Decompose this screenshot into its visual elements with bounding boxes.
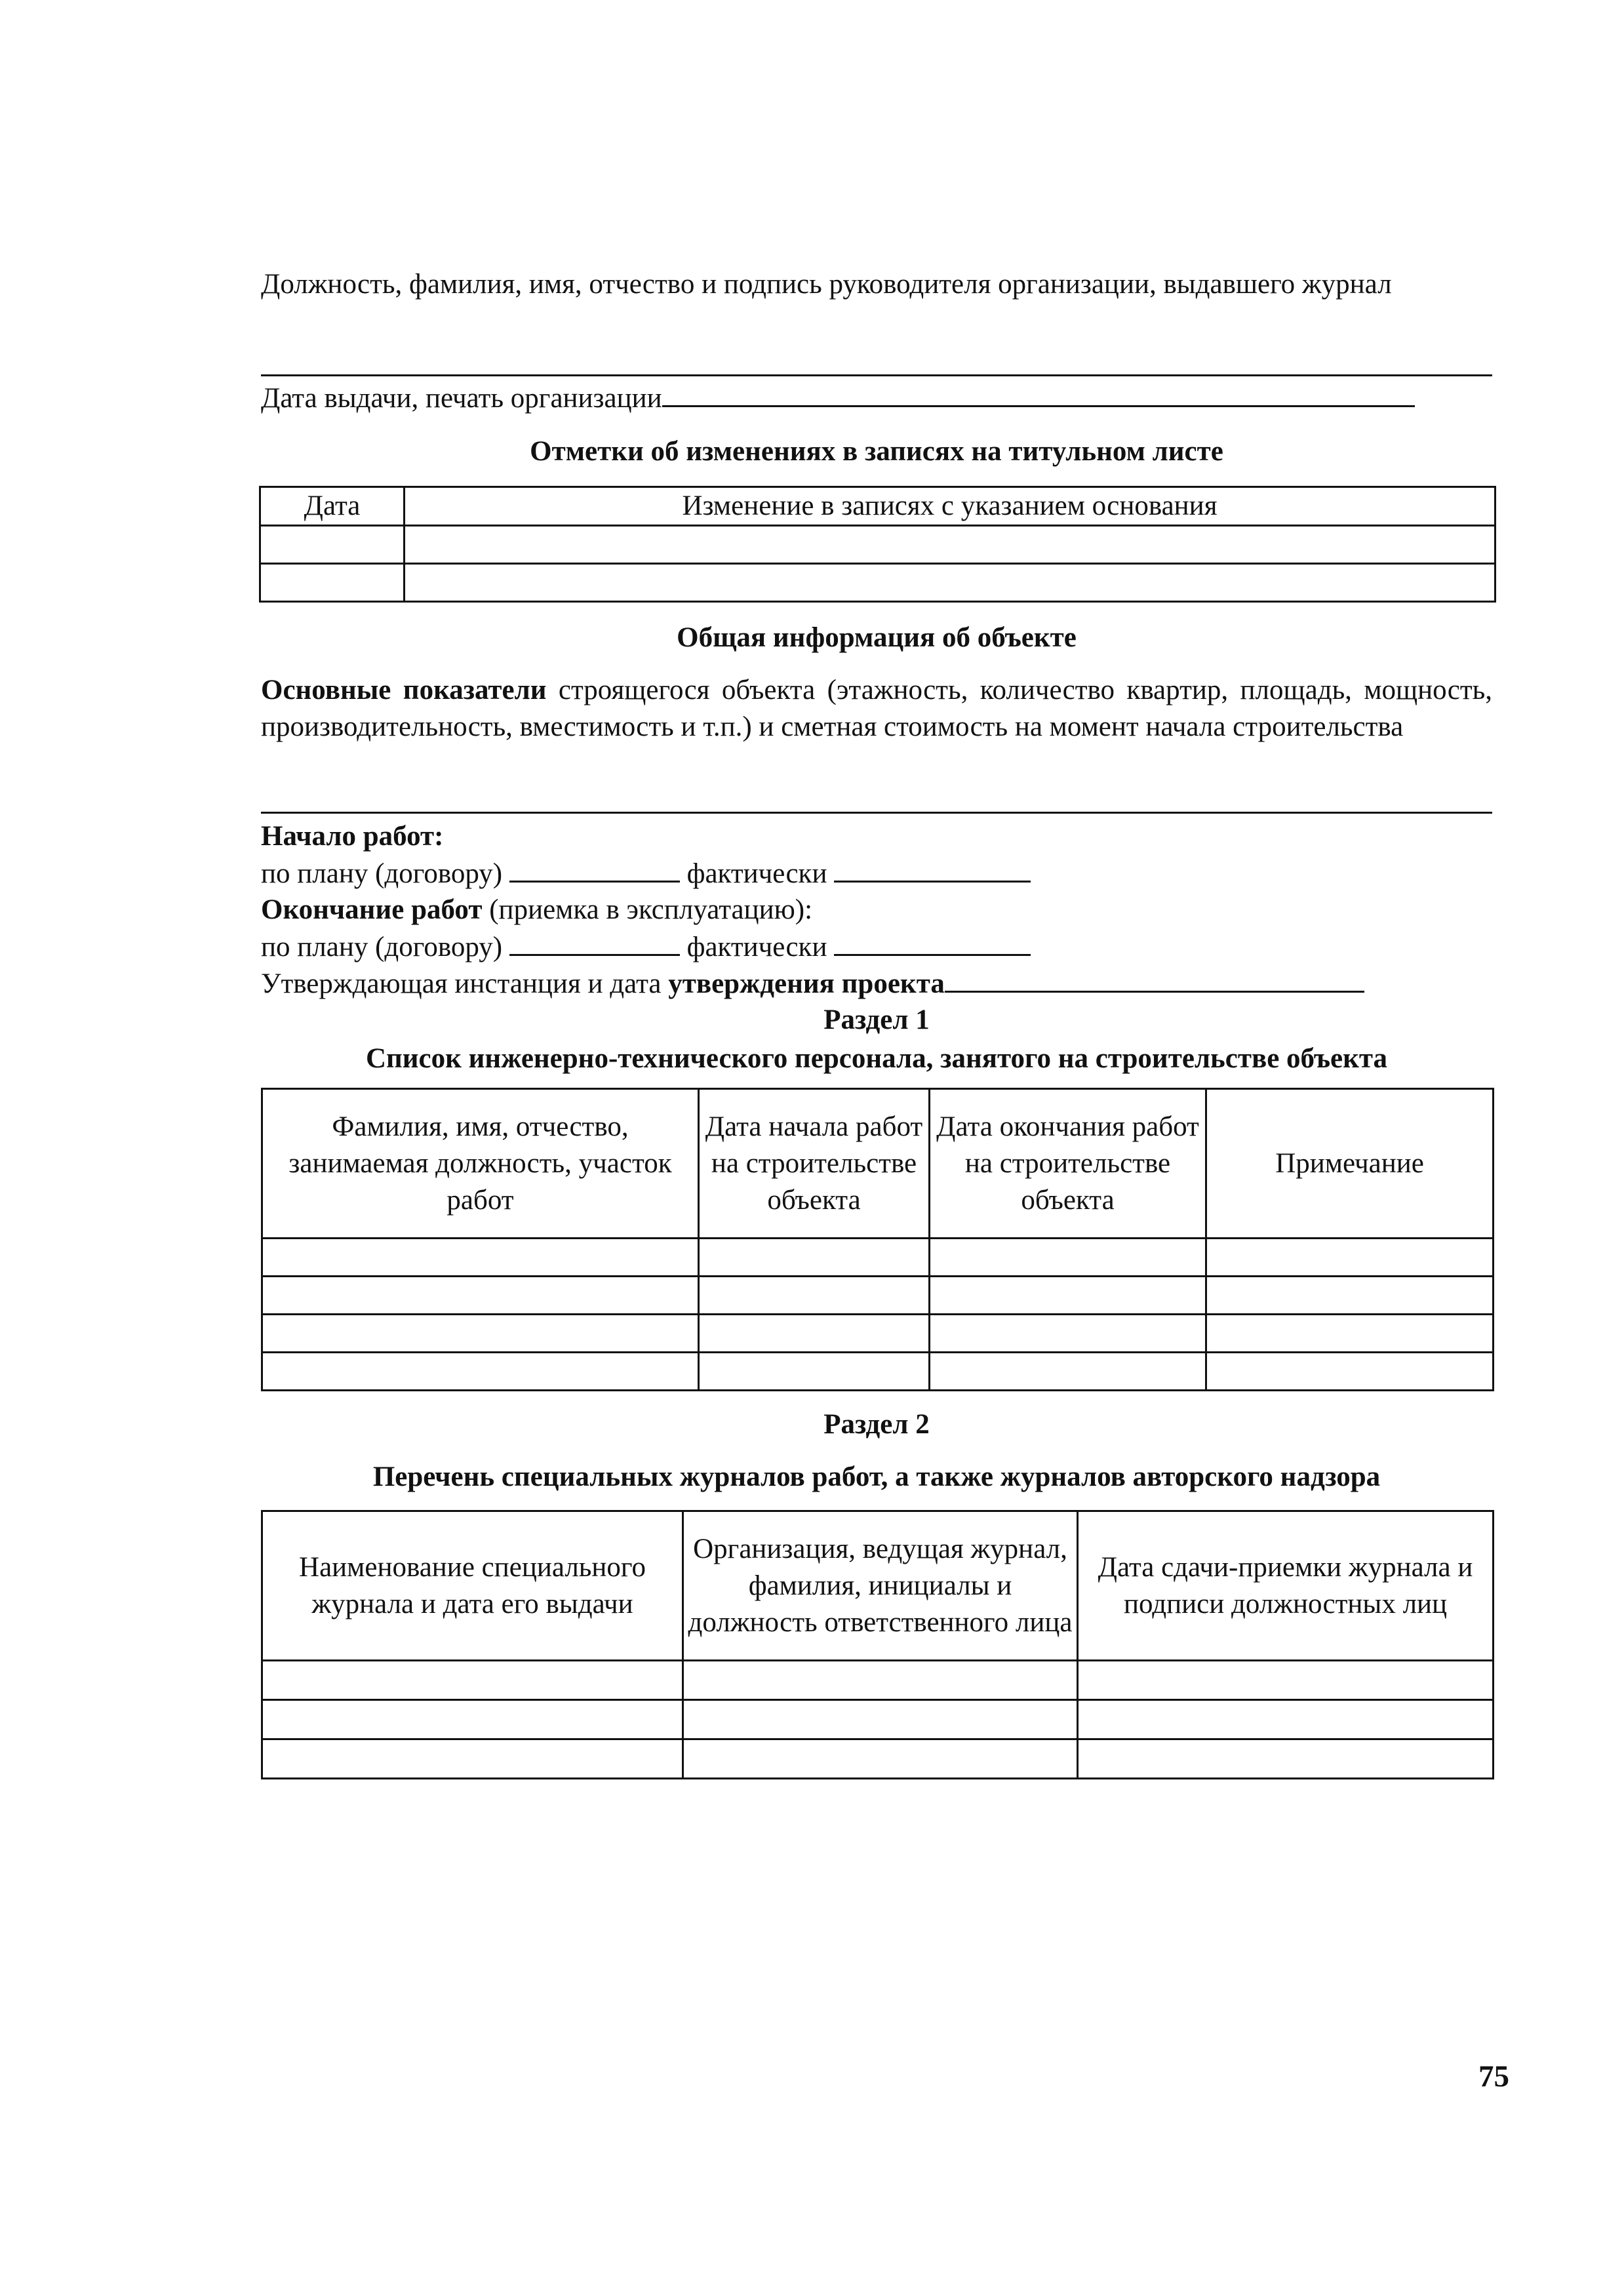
general-info-heading: Общая информация об объекте [677,622,1077,653]
end-actual-blank [834,932,1031,956]
approval-blank [945,968,1364,993]
s2-col-handover-header: Дата сдачи-приемки журнала и подписи должностных лиц [1078,1511,1494,1661]
start-works-line [261,856,1031,892]
start-works-label: Начало работ: [261,821,444,852]
end-works-line-label [261,892,812,928]
s1-col-end-header: Дата окончания работ на строительстве объекта [930,1089,1206,1239]
start-actual-label: фактически [686,858,827,889]
end-works-line [261,929,1031,966]
table-row [262,1277,1494,1315]
end-plan-label: по плану (договору) [261,932,503,963]
end-works-label: Окончание работ [261,894,483,925]
section2-heading: Раздел 2 [823,1409,930,1440]
table-row [262,1700,1494,1739]
start-plan-blank [509,858,680,883]
approval-label-bold: утверждения проекта [668,968,945,999]
table-row [262,1239,1494,1277]
start-actual-blank [834,858,1031,883]
s2-col-org-header: Организация, ведущая журнал, фамилия, инициалы и должность ответственного лица [683,1511,1078,1661]
section1-header-row [262,1089,1494,1239]
indicators-underline [261,812,1492,814]
table-row [260,526,1495,564]
section2-header-row [262,1511,1494,1661]
approval-line [261,966,1492,1003]
issue-date-blank [662,383,1415,407]
section1-heading: Раздел 1 [823,1004,930,1035]
section1-title: Список инженерно-технического персонала, занятого на строительстве объекта [365,1043,1388,1074]
table-row [262,1661,1494,1700]
table-row [262,1353,1494,1391]
s1-col-start-header: Дата начала работ на строительстве объекта [699,1089,930,1239]
approval-label: Утверждающая инстанция и дата [261,968,669,999]
section1-table [261,1088,1494,1391]
s2-col-journal-header: Наименование специального журнала и дата его выдачи [262,1511,683,1661]
title-changes-header-row [260,487,1495,526]
end-actual-label: фактически [686,932,827,963]
table-row [262,1739,1494,1779]
end-works-label-rest: (приемка в эксплуатацию): [482,894,813,925]
s1-col-note-header: Примечание [1206,1089,1494,1239]
start-plan-label: по плану (договору) [261,858,503,889]
end-plan-blank [509,932,680,956]
indicators-label: Основные показатели [261,675,547,705]
col-date-header: Дата [260,487,405,526]
issue-date-line [261,380,1492,417]
section2-table [261,1510,1494,1779]
title-changes-heading: Отметки об изменениях в записях на титульном листе [530,436,1223,467]
s1-col-name-header: Фамилия, имя, отчество, занимаемая должность, участок работ [262,1089,699,1239]
table-row [262,1315,1494,1353]
signature-underline [261,374,1492,376]
signature-line-text: Должность, фамилия, имя, отчество и подпись руководителя организации, выдавшего журнал [261,269,1392,300]
section2-title: Перечень специальных журналов работ, а также журналов авторского надзора [372,1461,1381,1492]
indicators-paragraph [261,672,1492,745]
issue-date-label: Дата выдачи, печать организации [261,383,662,414]
col-change-header: Изменение в записях с указанием основания [405,487,1495,526]
title-changes-table [259,486,1496,603]
page-number: 75 [1478,2059,1509,2094]
indicators-text: строящегося объекта (этажность, количество квартир, площадь, мощность, производительность, вместимость и т.п.) и сметная стоимость на момент начала строительства [261,675,1492,742]
table-row [260,564,1495,602]
